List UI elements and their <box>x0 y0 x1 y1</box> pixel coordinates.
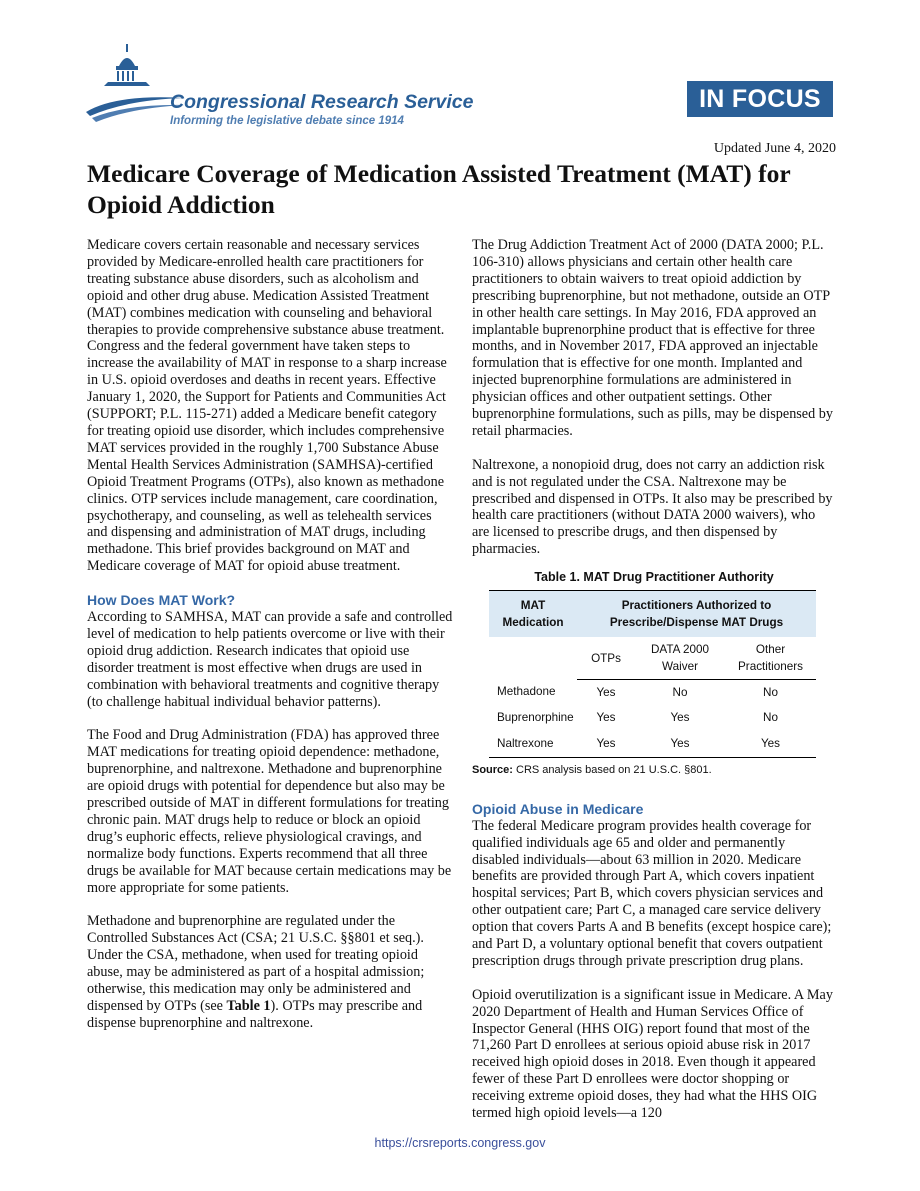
paragraph: The Food and Drug Administration (FDA) has approved three MAT medications for treating opioid dependence: methadone, buprenorphine, and naltrexone. Methadone and buprenorphine are opioid drugs with potential for dependence but also may be prescribed outside of MAT in different formulations for treating chronic pain. MAT drugs help to reduce or block an opioid drug’s euphoric effects, relieve physiological cravings, and normalize body functions. Experts recommend that all three drugs be available for MAT because certain medications may be more appropriate for some patients. <box>87 727 452 896</box>
subheader-data-2000-waiver: DATA 2000 Waiver <box>635 637 725 680</box>
drug-name: Naltrexone <box>489 731 577 757</box>
table-source <box>472 763 836 777</box>
footer-url-link[interactable]: https://crsreports.congress.gov <box>374 1136 546 1150</box>
paragraph: The federal Medicare program provides health coverage for qualified individuals age 65 and older and permanently disabled individuals—about 63 million in 2020. Medicare benefits are provided through Part A, which covers inpatient hospital services; Part B, which covers physician services and other outpatient care; Part C, a managed care service delivery option that covers Parts A and B benefits (except hospice care); and Part D, a voluntary optional benefit that covers outpatient prescription drugs through private prescription drug plans. <box>472 817 832 969</box>
cell-other: No <box>763 685 778 699</box>
paragraph: The Drug Addiction Treatment Act of 2000 (DATA 2000; P.L. 106-310) allows physicians and certain other health care practitioners to obtain waivers to treat opioid addiction by prescribing buprenorphine, but not methadone, outside an OTP in other health care settings. In May 2016, FDA approved an implantable buprenorphine product that is effective for three months, and in November 2017, FDA approved an injectable formulation that is effective for one month. Implanted and injected buprenorphine formulations are administered in physician offices and other outpatient settings. Other buprenorphine formulations, such as pills, may be dispensed by retail pharmacies. <box>472 237 833 439</box>
cell-otp: Yes <box>596 685 616 699</box>
drug-name: Methadone <box>497 685 556 699</box>
updated-date: Updated June 4, 2020 <box>713 141 836 156</box>
paragraph: Opioid overutilization is a significant issue in Medicare. A May 2020 Department of Health and Human Services Office of Inspector General (HHS OIG) report found that most of the 71,260 Part D enrollees at serious opioid abuse risk in 2017 received high opioid doses in 2018. Even though it appeared fewer of these Part D enrollees were doctor shopping or receiving extreme opioid doses, they had what the HHS OIG termed high opioid levels—a 120 <box>472 986 833 1122</box>
cell-other: Yes <box>725 731 816 757</box>
cell-otp: Yes <box>596 711 616 724</box>
table-reference-link: Table 1 <box>226 997 271 1014</box>
section-heading-opioid-abuse: Opioid Abuse in Medicare <box>472 800 644 817</box>
section-heading-how-mat-works: How Does MAT Work? <box>87 592 236 609</box>
paragraph <box>87 913 453 1031</box>
table-subheader-row <box>489 637 816 680</box>
drug-name: Buprenorphine <box>497 711 574 724</box>
left-column <box>87 237 453 1049</box>
page-title: Medicare Coverage of Medication Assisted Treatment (MAT) for Opioid Addiction <box>87 159 791 219</box>
table-row <box>489 680 816 706</box>
org-name: Congressional Research Service <box>170 91 474 113</box>
paragraph: Naltrexone, a nonopioid drug, does not carry an addiction risk and is not regulated under the CSA. Naltrexone may be prescribed and dispensed in OTPs. It also may be prescribed by health care practitioners (without DATA 2000 waivers), who are licensed to prescribe drugs, and then dispensed by pharmacies. <box>472 456 833 558</box>
cell-other: No <box>763 711 778 724</box>
mat-authority-table <box>489 590 816 758</box>
intro-paragraph: Medicare covers certain reasonable and necessary services provided by Medicare-enrolled health care practitioners for treating substance abuse disorders, such as alcoholism and opioid and other drug abuse. Medication Assisted Treatment (MAT) combines medication with counseling and behavioral therapies to provide comprehensive substance abuse treatment. Congress and the federal government have taken steps to increase the availability of MAT in response to a sharp increase in U.S. opioid overdoses and deaths in recent years. Effective January 1, 2020, the Support for Patients and Communities Act (SUPPORT; P.L. 115-271) added a Medicare benefit category for treating opioid use disorder, which includes comprehensive MAT services provided in the roughly 1,700 Substance Abuse Mental Health Services Administration (SAMHSA)-certified Opioid Treatment Programs (OTPs), also known as methadone clinics. OTP services include management, care coordination, psychotherapy, and counseling, as well as telehealth services and dispensing and administration of MAT drugs, including methadone. This brief provides background on MAT and Medicare coverage of MAT for opioid abuse treatment. <box>87 237 447 575</box>
right-column <box>472 237 836 1139</box>
source-label: Source: <box>472 763 513 776</box>
cell-waiver: Yes <box>670 711 690 724</box>
cell-waiver: No <box>672 685 688 699</box>
paragraph: According to SAMHSA, MAT can provide a safe and controlled level of medication to help patients overcome or live with their opioid drug addiction. Research indicates that opioid use disorder treatment is most effective when drugs are used in combination with behavioral treatments and cognitive therapy (to challenge habitual individual behavior patterns). <box>87 609 453 710</box>
table-title: Table 1. MAT Drug Practitioner Authority <box>534 570 774 585</box>
cell-otp: Yes <box>577 731 635 757</box>
column-header-medication: MAT Medication <box>489 591 577 638</box>
crs-logo <box>86 42 506 132</box>
column-header-practitioners: Practitioners Authorized to Prescribe/Dispense MAT Drugs <box>577 591 816 638</box>
cell-waiver: Yes <box>635 731 725 757</box>
table-row <box>489 731 816 757</box>
table-row <box>489 706 816 732</box>
subheader-other-practitioners: Other Practitioners <box>725 637 816 680</box>
source-text: CRS analysis based on 21 U.S.C. §801. <box>516 763 712 776</box>
org-tagline: Informing the legislative debate since 1914 <box>170 115 404 127</box>
in-focus-badge: IN FOCUS <box>687 81 833 117</box>
paragraph-text: Methadone and buprenorphine are regulated under the Controlled Substances Act (CSA; 21 U.S.C. §§801 et seq.). Under the CSA, methadone, when used for treating opioid abuse, may be administered as part of a hospital admission; otherwise, this medication may only be administered and dispensed by OTPs (see <box>87 913 425 1014</box>
subheader-otps: OTPs <box>577 637 635 680</box>
paragraph-text: ). OTPs may prescribe and dispense buprenorphine and naltrexone. <box>87 997 423 1031</box>
